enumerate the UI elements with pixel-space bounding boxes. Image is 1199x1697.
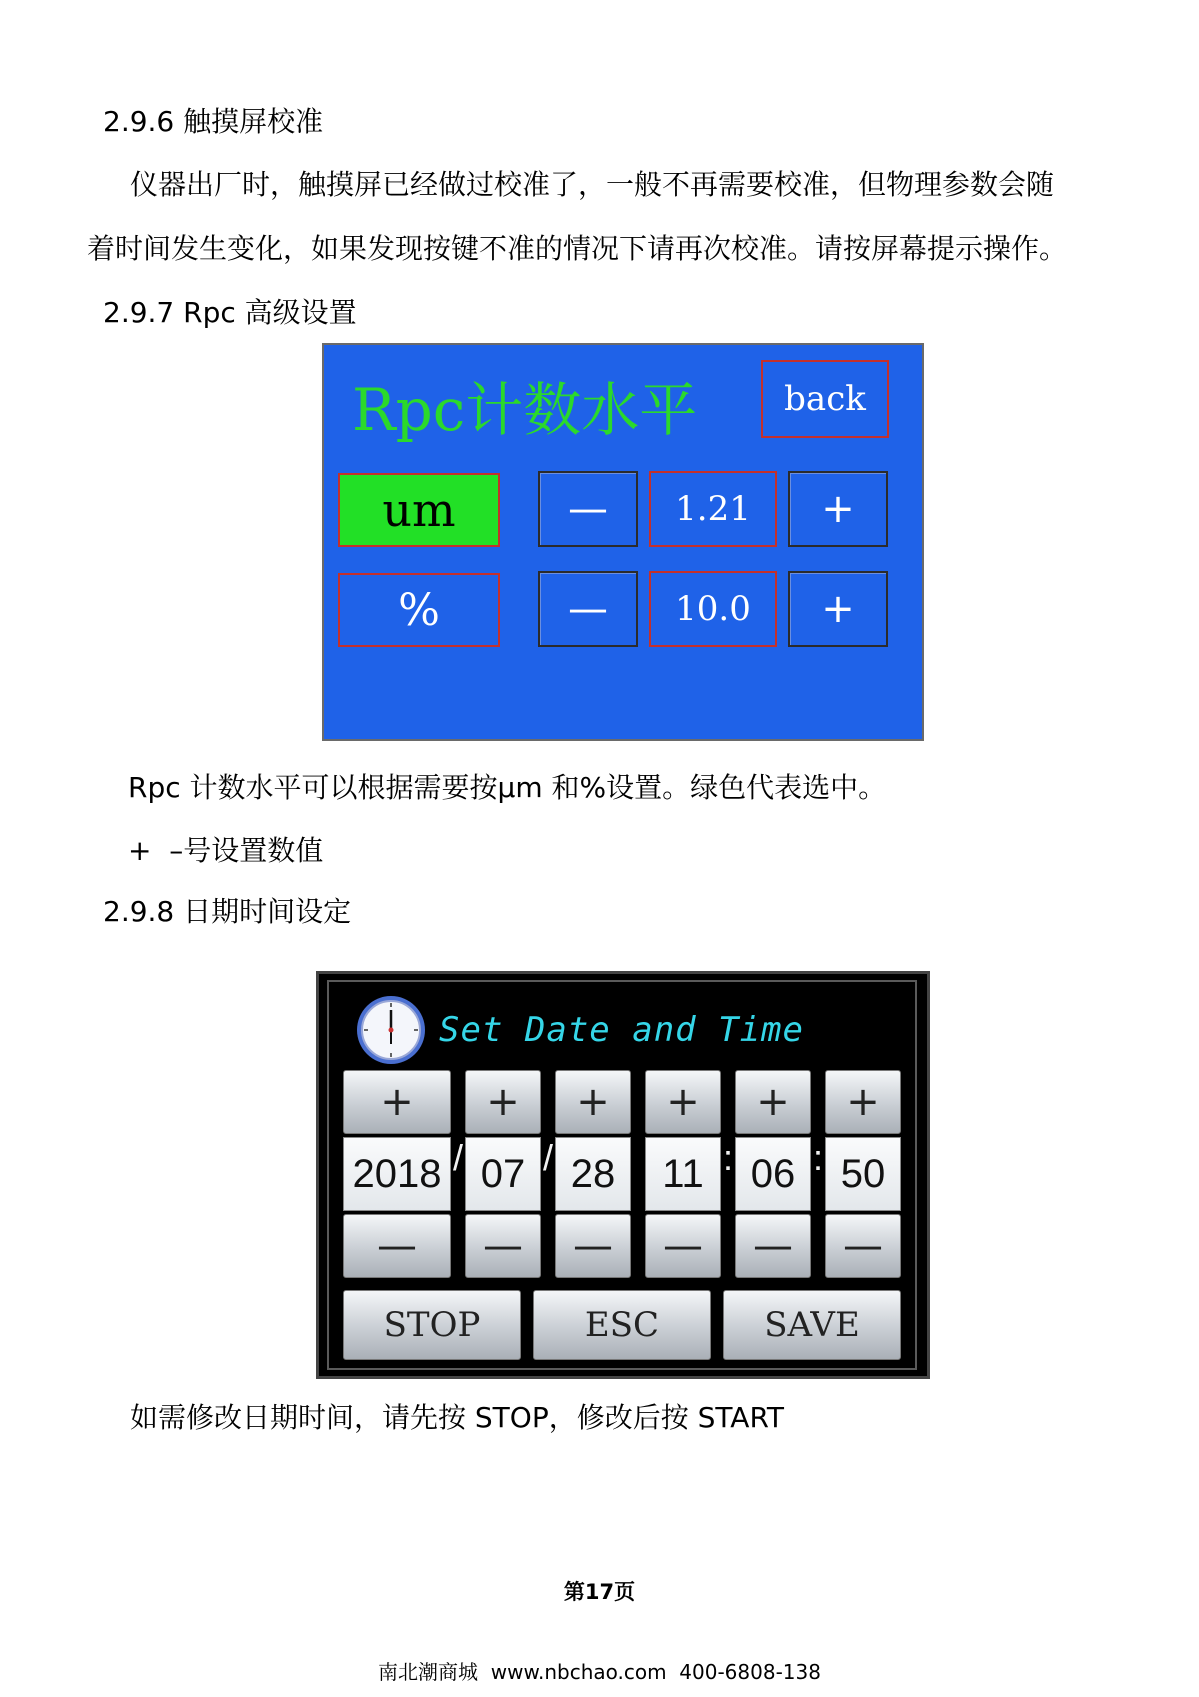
year-field (343, 1070, 451, 1278)
rpc-level-panel (322, 343, 924, 741)
clock-icon (355, 994, 427, 1066)
unit-percent-button[interactable]: % (338, 573, 500, 647)
hour-value: 11 (645, 1137, 721, 1211)
day-increment-button[interactable]: + (555, 1070, 631, 1134)
date-time-title: Set Date and Time (439, 1010, 804, 1050)
um-level-value: 1.21 (649, 471, 777, 547)
year-value: 2018 (343, 1137, 451, 1211)
date-time-frame (327, 980, 917, 1370)
esc-button[interactable]: ESC (533, 1290, 711, 1360)
year-increment-button[interactable]: + (343, 1070, 451, 1134)
second-decrement-button[interactable]: — (825, 1214, 901, 1278)
month-increment-button[interactable]: + (465, 1070, 541, 1134)
month-field (465, 1070, 541, 1278)
section-heading-2-9-8: 2.9.8 日期时间设定 (103, 895, 352, 928)
month-decrement-button[interactable]: — (465, 1214, 541, 1278)
hour-increment-button[interactable]: + (645, 1070, 721, 1134)
section-heading-2-9-6: 2.9.6 触摸屏校准 (103, 105, 324, 138)
time-separator: : (722, 1137, 733, 1178)
date-separator: / (452, 1137, 463, 1178)
minute-increment-button[interactable]: + (735, 1070, 811, 1134)
hour-decrement-button[interactable]: — (645, 1214, 721, 1278)
increment-button[interactable]: + (788, 571, 888, 647)
minute-field (735, 1070, 811, 1278)
date-time-panel (316, 971, 930, 1379)
percent-level-value: 10.0 (649, 571, 777, 647)
time-separator: : (812, 1137, 823, 1178)
stop-button[interactable]: STOP (343, 1290, 521, 1360)
decrement-button[interactable]: — (538, 571, 638, 647)
day-value: 28 (555, 1137, 631, 1211)
plus-minus-description: + –号设置数值 (128, 834, 324, 867)
paragraph-line: 仪器出厂时，触摸屏已经做过校准了，一般不再需要校准，但物理参数会随 (130, 168, 1055, 201)
rpc-description: Rpc 计数水平可以根据需要按μm 和%设置。绿色代表选中。 (128, 771, 887, 804)
increment-button[interactable]: + (788, 471, 888, 547)
date-time-description: 如需修改日期时间，请先按 STOP，修改后按 START (130, 1401, 784, 1434)
rpc-panel-title: Rpc计数水平 (352, 376, 698, 444)
second-increment-button[interactable]: + (825, 1070, 901, 1134)
second-field (825, 1070, 901, 1278)
page-number: 第17页 (563, 1580, 636, 1604)
footer-site-info: 南北潮商城 www.nbchao.com 400-6808-138 (378, 1660, 821, 1684)
decrement-button[interactable]: — (538, 471, 638, 547)
paragraph-line: 着时间发生变化，如果发现按键不准的情况下请再次校准。请按屏幕提示操作。 (87, 232, 1068, 265)
date-separator: / (542, 1137, 553, 1178)
second-value: 50 (825, 1137, 901, 1211)
day-field (555, 1070, 631, 1278)
back-button[interactable]: back (761, 360, 889, 438)
minute-value: 06 (735, 1137, 811, 1211)
section-heading-2-9-7: 2.9.7 Rpc 高级设置 (103, 296, 357, 329)
unit-um-button[interactable]: um (338, 473, 500, 547)
year-decrement-button[interactable]: — (343, 1214, 451, 1278)
minute-decrement-button[interactable]: — (735, 1214, 811, 1278)
save-button[interactable]: SAVE (723, 1290, 901, 1360)
day-decrement-button[interactable]: — (555, 1214, 631, 1278)
month-value: 07 (465, 1137, 541, 1211)
hour-field (645, 1070, 721, 1278)
